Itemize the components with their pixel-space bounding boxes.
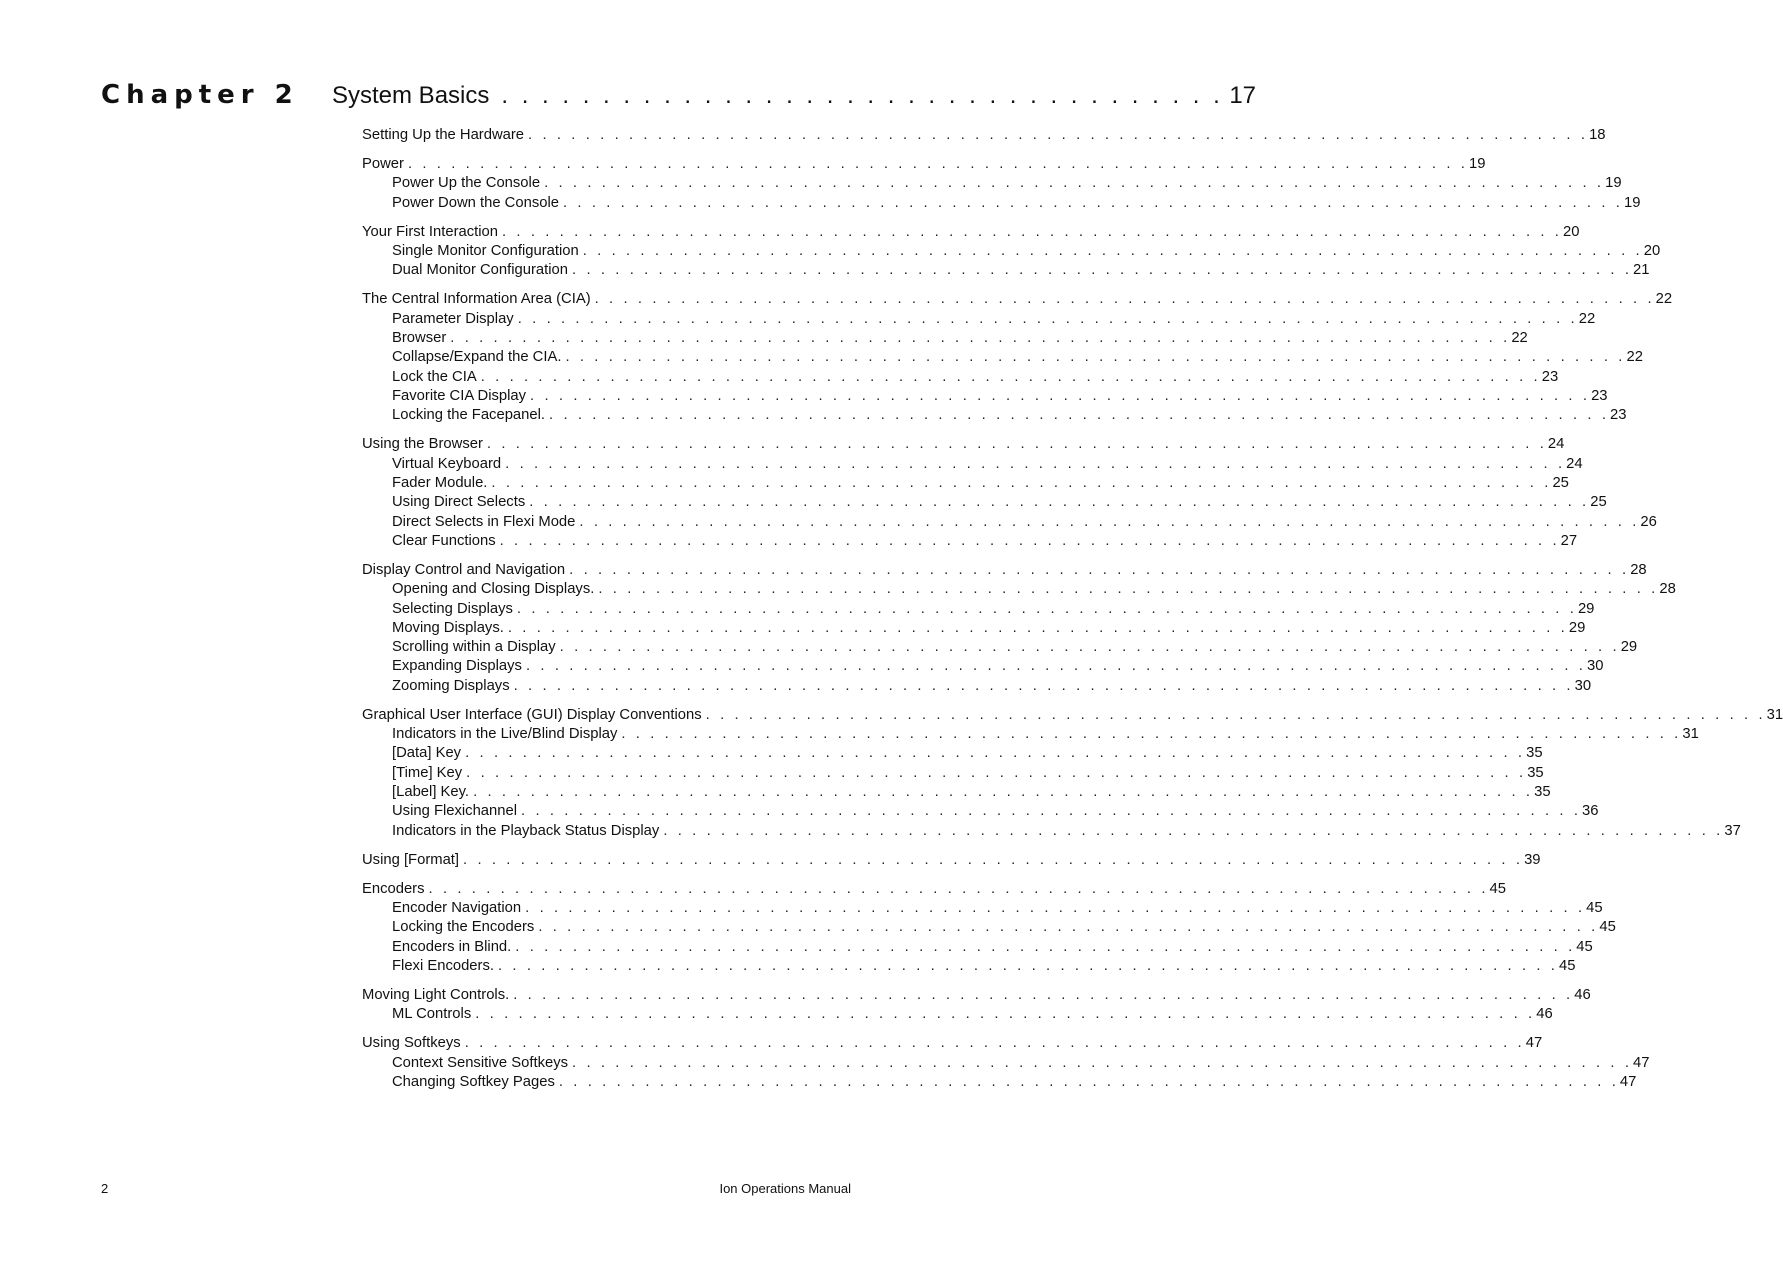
toc-entry-page: 22 [1626, 349, 1643, 366]
toc-section-entry[interactable] [362, 851, 1541, 870]
toc-section-group [362, 880, 1616, 976]
toc-subsection-entry[interactable] [362, 493, 1607, 512]
toc-entry-page: 46 [1536, 1006, 1553, 1023]
dot-leader: . . . . . . . . . . . . . . . . . . . . . . . . . . . . . . . . . . . . . . . . . . . . . . . . . . . . . . . . . . . . . . . . . . . . . . . . . . [530, 387, 1591, 404]
toc-entry-title: Your First Interaction [362, 223, 498, 240]
toc-entry-page: 22 [1578, 310, 1596, 327]
toc-entry-title: Display Control and Navigation [362, 561, 566, 578]
toc-entry-title: Moving Light Controls. [362, 987, 510, 1004]
toc-entry-page: 35 [1526, 745, 1543, 762]
toc-entry-title: Using Flexichannel [392, 803, 518, 820]
toc-subsection-entry[interactable] [362, 513, 1657, 532]
toc-entry-title: Scrolling within a Display [392, 639, 556, 656]
toc-section-entry[interactable] [362, 561, 1647, 580]
toc-entry-page: 28 [1659, 581, 1676, 598]
toc-entry-page: 28 [1630, 561, 1647, 578]
toc-subsection-entry[interactable] [362, 918, 1616, 937]
toc-entry-page: 23 [1591, 387, 1608, 404]
toc-subsection-entry[interactable] [362, 194, 1641, 213]
toc-subsection-entry[interactable] [362, 474, 1569, 493]
toc-subsection-entry[interactable] [362, 261, 1650, 280]
toc-entry-page: 21 [1633, 262, 1650, 279]
dot-leader: . . . . . . . . . . . . . . . . . . . . . . . . . . . . . . . . . . . . . . . . . . . . . . . . . . . . . . . . . . . . . . . . . . . . . . . . . . [525, 658, 1586, 675]
toc-entry-page: 19 [1624, 194, 1641, 211]
toc-subsection-entry[interactable] [362, 899, 1603, 918]
toc-subsection-entry[interactable] [362, 938, 1593, 957]
dot-leader: . . . . . . . . . . . . . . . . . . . . . . . . . . . . . . . . . . . . . . . . . . . . . . . . . . . . . . . . . . . . . . . . . . . . . . . . . . [464, 1035, 1525, 1052]
toc-section-entry[interactable] [362, 706, 1783, 725]
toc-entry-page: 45 [1599, 919, 1616, 936]
section-list [332, 126, 1783, 1092]
toc-entry-page: 37 [1724, 822, 1741, 839]
toc-entry-page: 35 [1534, 783, 1551, 800]
toc-section-group [362, 1034, 1650, 1092]
toc-entry-page: 22 [1511, 330, 1528, 347]
toc-section-group [362, 706, 1783, 841]
toc-subsection-entry[interactable] [362, 455, 1583, 474]
toc-entry-title: Power [362, 156, 404, 173]
toc-subsection-entry[interactable] [362, 387, 1608, 406]
toc-subsection-entry[interactable] [362, 174, 1622, 193]
toc-subsection-entry[interactable] [362, 1073, 1637, 1092]
toc-entry-title: Changing Softkey Pages [392, 1074, 555, 1091]
dot-leader: . . . . . . . . . . . . . . . . . . . . . . . . . . . . . . . . . . . . . . . . . . . . . . . . . . . . . . . . . . . . . . . . . . . . . . . . . . [516, 600, 1577, 617]
toc-entry-title: Parameter Display [392, 310, 514, 327]
dot-leader: . . . . . . . . . . . . . . . . . . . . . . . . . . . . . . . . . . . . . . . . . . . . . . . . . . . . . . . . . . . . . . . . . . . . . . . . . . [517, 310, 1578, 327]
dot-leader: . . . . . . . . . . . . . . . . . . . . . . . . . . . . . . . . . . . . . . . . . . . . . . . . . . . . . . . . . . . . . . . . . . . . . . . . . . [507, 619, 1568, 636]
table-of-contents [332, 82, 1783, 1102]
toc-entry-title: Moving Displays. [392, 619, 504, 636]
dot-leader: . . . . . . . . . . . . . . . . . . . . . . . . . . . . . . . . . . . . . . . . . . . . . . . . . . . . . . . . . . . . . . . . . . . . . . . . . . [463, 851, 1524, 868]
dot-leader: . . . . . . . . . . . . . . . . . . . . . . . . . . . . . . . . . . . . . . . . . . . . . . . . . . . . . . . . . . . . . . . . . . . . . . . . . . [473, 783, 1534, 800]
toc-entry-page: 47 [1633, 1054, 1650, 1071]
dot-leader: . . . . . . . . . . . . . . . . . . . . . . . . . . . . . . . . . . . . . . . . . . . . . . . . . . . . . . . . . . . . . . . . . . . . . . . . . . [572, 262, 1633, 279]
dot-leader: . . . . . . . . . . . . . . . . . . . . . . . . . . . . . . . . . . . . . . . . . . . . . . . . . . . . . . . . . . . . . . . . . . . . . . . . . . [559, 639, 1620, 656]
toc-entry-page: 31 [1766, 706, 1783, 723]
toc-section-group [362, 290, 1673, 425]
toc-subsection-entry[interactable] [362, 638, 1638, 657]
toc-entry-page: 29 [1620, 639, 1638, 656]
chapter-title-row[interactable] [332, 82, 1257, 116]
toc-entry-title: Graphical User Interface (GUI) Display Conventions [362, 706, 702, 723]
toc-entry-page: 20 [1563, 223, 1580, 240]
dot-leader: . . . . . . . . . . . . . . . . . . . . . . . . . . . . . . . . . . . . . . . . . . . . . . . . . . . . . . . . . . . . . . . . . . . . . . . . . . [705, 706, 1766, 723]
toc-subsection-entry[interactable] [362, 744, 1543, 763]
dot-leader: . . . . . . . . . . . . . . . . . . . . . . . . . . . . . . . . . . . . . . . . . . . . . . . . . . . . . . . . . . . . . . . . . . . . . . . . . . [572, 1054, 1633, 1071]
toc-entry-title: Indicators in the Playback Status Display [392, 822, 660, 839]
dot-leader: . . . . . . . . . . . . . . . . . . . . . . . . . . . . . . . . . . . . . . . . . . . . . . . . . . . . . . . . . . . . . . . . . . . . . . . . . . [428, 880, 1489, 897]
toc-entry-title: [Time] Key [392, 764, 463, 781]
toc-entry-title: Context Sensitive Softkeys [392, 1054, 569, 1071]
dot-leader: . . . . . . . . . . . . . . . . . . . . . . . . . . . . . . . . . . . . . . . . . . . . . . . . . . . . . . . . . . . . . . . . . . . . . . . . . . [529, 494, 1590, 511]
toc-entry-title: Favorite CIA Display [392, 387, 527, 404]
toc-section-group [362, 155, 1641, 213]
dot-leader: . . . . . . . . . . . . . . . . . . . . . . . . . . . . . . . . . . . . [501, 82, 1224, 109]
toc-section-group [362, 223, 1661, 281]
dot-leader: . . . . . . . . . . . . . . . . . . . . . . . . . . . . . . . . . . . . . . . . . . . . . . . . . . . . . . . . . . . . . . . . . . . . . . . . . . [513, 987, 1574, 1004]
toc-entry-title: Using Direct Selects [392, 494, 526, 511]
toc-subsection-entry[interactable] [362, 657, 1604, 676]
toc-entry-title: Indicators in the Live/Blind Display [392, 726, 618, 743]
toc-entry-page: 30 [1574, 677, 1592, 694]
toc-subsection-entry[interactable] [362, 725, 1699, 744]
toc-subsection-entry[interactable] [362, 677, 1592, 696]
dot-leader: . . . . . . . . . . . . . . . . . . . . . . . . . . . . . . . . . . . . . . . . . . . . . . . . . . . . . . . . . . . . . . . . . . . . . . . . . . [515, 938, 1576, 955]
dot-leader: . . . . . . . . . . . . . . . . . . . . . . . . . . . . . . . . . . . . . . . . . . . . . . . . . . . . . . . . . . . . . . . . . . . . . . . . . . [598, 581, 1659, 598]
toc-entry-title: ML Controls [392, 1006, 472, 1023]
dot-leader: . . . . . . . . . . . . . . . . . . . . . . . . . . . . . . . . . . . . . . . . . . . . . . . . . . . . . . . . . . . . . . . . . . . . . . . . . . [480, 368, 1541, 385]
toc-entry-page: 45 [1489, 880, 1507, 897]
toc-entry-page: 27 [1560, 532, 1578, 549]
toc-subsection-entry[interactable] [362, 348, 1643, 367]
dot-leader: . . . . . . . . . . . . . . . . . . . . . . . . . . . . . . . . . . . . . . . . . . . . . . . . . . . . . . . . . . . . . . . . . . . . . . . . . . [475, 1006, 1536, 1023]
toc-section-entry[interactable] [362, 986, 1591, 1005]
dot-leader: . . . . . . . . . . . . . . . . . . . . . . . . . . . . . . . . . . . . . . . . . . . . . . . . . . . . . . . . . . . . . . . . . . . . . . . . . . [579, 513, 1640, 530]
toc-entry-page: 39 [1524, 851, 1541, 868]
toc-entry-page: 24 [1547, 436, 1565, 453]
toc-entry-title: [Data] Key [392, 745, 462, 762]
toc-entry-page: 25 [1552, 474, 1569, 491]
toc-entry-title: [Label] Key. [392, 783, 470, 800]
toc-entry-title: Locking the Encoders [392, 919, 535, 936]
toc-subsection-entry[interactable] [362, 822, 1741, 841]
dot-leader: . . . . . . . . . . . . . . . . . . . . . . . . . . . . . . . . . . . . . . . . . . . . . . . . . . . . . . . . . . . . . . . . . . . . . . . . . . [521, 803, 1582, 820]
toc-entry-title: Zooming Displays [392, 677, 510, 694]
dot-leader: . . . . . . . . . . . . . . . . . . . . . . . . . . . . . . . . . . . . . . . . . . . . . . . . . . . . . . . . . . . . . . . . . . . . . . . . . . [565, 349, 1626, 366]
toc-section-group [362, 561, 1676, 696]
toc-subsection-entry[interactable] [362, 600, 1595, 619]
toc-entry-title: Power Up the Console [392, 175, 541, 192]
toc-subsection-entry[interactable] [362, 802, 1599, 821]
toc-entry-page: 45 [1586, 900, 1603, 917]
dot-leader: . . . . . . . . . . . . . . . . . . . . . . . . . . . . . . . . . . . . . . . . . . . . . . . . . . . . . . . . . . . . . . . . . . . . . . . . . . [491, 474, 1552, 491]
toc-entry-title: Using the Browser [362, 436, 483, 453]
toc-entry-title: Encoder Navigation [392, 900, 522, 917]
toc-entry-page: 25 [1590, 494, 1607, 511]
dot-leader: . . . . . . . . . . . . . . . . . . . . . . . . . . . . . . . . . . . . . . . . . . . . . . . . . . . . . . . . . . . . . . . . . . . . . . . . . . [407, 156, 1468, 173]
toc-subsection-entry[interactable] [362, 783, 1551, 802]
dot-leader: . . . . . . . . . . . . . . . . . . . . . . . . . . . . . . . . . . . . . . . . . . . . . . . . . . . . . . . . . . . . . . . . . . . . . . . . . . [525, 900, 1586, 917]
toc-entry-page: 26 [1640, 513, 1657, 530]
toc-entry-page: 18 [1589, 127, 1606, 143]
dot-leader: . . . . . . . . . . . . . . . . . . . . . . . . . . . . . . . . . . . . . . . . . . . . . . . . . . . . . . . . . . . . . . . . . . . . . . . . . . [538, 919, 1599, 936]
toc-entry-page: 23 [1541, 368, 1559, 385]
dot-leader: . . . . . . . . . . . . . . . . . . . . . . . . . . . . . . . . . . . . . . . . . . . . . . . . . . . . . . . . . . . . . . . . . . . . . . . . . . [465, 745, 1526, 762]
dot-leader: . . . . . . . . . . . . . . . . . . . . . . . . . . . . . . . . . . . . . . . . . . . . . . . . . . . . . . . . . . . . . . . . . . . . . . . . . . [558, 1074, 1619, 1091]
toc-entry-page: 22 [1655, 291, 1673, 308]
toc-section-group [362, 986, 1591, 1025]
toc-entry-title: Direct Selects in Flexi Mode [392, 513, 576, 530]
toc-section-entry[interactable] [362, 1034, 1543, 1053]
dot-leader: . . . . . . . . . . . . . . . . . . . . . . . . . . . . . . . . . . . . . . . . . . . . . . . . . . . . . . . . . . . . . . . . . . . . . . . . . . [562, 194, 1623, 211]
toc-entry-title: Locking the Facepanel. [392, 407, 546, 424]
toc-entry-page: 45 [1576, 938, 1593, 955]
toc-entry-page: 47 [1525, 1035, 1543, 1052]
toc-entry-title: Virtual Keyboard [392, 455, 502, 472]
toc-entry-page: 30 [1587, 658, 1604, 675]
dot-leader: . . . . . . . . . . . . . . . . . . . . . . . . . . . . . . . . . . . . . . . . . . . . . . . . . . . . . . . . . . . . . . . . . . . . . . . . . . [569, 561, 1630, 578]
toc-subsection-entry[interactable] [362, 329, 1528, 348]
dot-leader: . . . . . . . . . . . . . . . . . . . . . . . . . . . . . . . . . . . . . . . . . . . . . . . . . . . . . . . . . . . . . . . . . . . . . . . . . . [501, 223, 1563, 240]
dot-leader: . . . . . . . . . . . . . . . . . . . . . . . . . . . . . . . . . . . . . . . . . . . . . . . . . . . . . . . . . . . . . . . . . . . . . . . . . . [486, 436, 1547, 453]
toc-entry-title: Using [Format] [362, 851, 460, 868]
toc-entry-title: Browser [392, 330, 447, 347]
toc-section-group [362, 435, 1657, 551]
toc-subsection-entry[interactable] [362, 619, 1586, 638]
toc-subsection-entry[interactable] [362, 1005, 1553, 1024]
toc-entry-title: Lock the CIA [392, 368, 477, 385]
toc-entry-title: Setting Up the Hardware [362, 127, 525, 143]
toc-entry-title: Encoders [362, 880, 425, 897]
chapter-label: Chapter 2 [101, 80, 299, 110]
toc-entry-page: 24 [1566, 455, 1583, 472]
toc-subsection-entry[interactable] [362, 242, 1661, 261]
toc-subsection-entry[interactable] [362, 532, 1578, 551]
chapter-page-number: 17 [1229, 82, 1257, 109]
toc-entry-title: The Central Information Area (CIA) [362, 291, 591, 308]
toc-entry-title: Fader Module. [392, 474, 488, 491]
toc-section-entry[interactable] [362, 126, 1606, 145]
toc-entry-page: 19 [1605, 175, 1622, 192]
toc-entry-page: 36 [1582, 803, 1599, 820]
toc-section-entry[interactable] [362, 155, 1486, 174]
toc-section-entry[interactable] [362, 435, 1565, 454]
toc-entry-page: 45 [1559, 957, 1576, 974]
dot-leader: . . . . . . . . . . . . . . . . . . . . . . . . . . . . . . . . . . . . . . . . . . . . . . . . . . . . . . . . . . . . . . . . . . . . . . . . . . [466, 764, 1527, 781]
toc-entry-title: Using Softkeys [362, 1035, 461, 1052]
toc-entry-title: Expanding Displays [392, 658, 522, 675]
dot-leader: . . . . . . . . . . . . . . . . . . . . . . . . . . . . . . . . . . . . . . . . . . . . . . . . . . . . . . . . . . . . . . . . . . . . . . . . . . [513, 677, 1574, 694]
toc-entry-title: Opening and Closing Displays. [392, 581, 595, 598]
toc-entry-title: Encoders in Blind. [392, 938, 512, 955]
toc-entry-title: Clear Functions [392, 532, 496, 549]
toc-entry-page: 29 [1577, 600, 1595, 617]
toc-entry-page: 35 [1527, 764, 1544, 781]
toc-section-group [362, 851, 1541, 870]
toc-subsection-entry[interactable] [362, 1054, 1650, 1073]
toc-section-entry[interactable] [362, 223, 1580, 242]
toc-section-entry[interactable] [362, 290, 1673, 309]
dot-leader: . . . . . . . . . . . . . . . . . . . . . . . . . . . . . . . . . . . . . . . . . . . . . . . . . . . . . . . . . . . . . . . . . . . . . . . . . . [621, 726, 1682, 743]
toc-entry-title: Selecting Displays [392, 600, 513, 617]
toc-entry-page: 29 [1568, 619, 1586, 636]
toc-section-group [362, 126, 1606, 145]
toc-entry-title: Dual Monitor Configuration [392, 262, 569, 279]
dot-leader: . . . . . . . . . . . . . . . . . . . . . . . . . . . . . . . . . . . . . . . . . . . . . . . . . . . . . . . . . . . . . . . . . . . . . . . . . . [594, 291, 1655, 308]
toc-entry-title: Power Down the Console [392, 194, 559, 211]
toc-entry-page: 20 [1643, 243, 1661, 260]
dot-leader: . . . . . . . . . . . . . . . . . . . . . . . . . . . . . . . . . . . . . . . . . . . . . . . . . . . . . . . . . . . . . . . . . . . . . . . . . . [450, 330, 1511, 347]
dot-leader: . . . . . . . . . . . . . . . . . . . . . . . . . . . . . . . . . . . . . . . . . . . . . . . . . . . . . . . . . . . . . . . . . . . . . . . . . . [549, 407, 1610, 424]
dot-leader: . . . . . . . . . . . . . . . . . . . . . . . . . . . . . . . . . . . . . . . . . . . . . . . . . . . . . . . . . . . . . . . . . . . . . . . . . . [544, 175, 1605, 192]
dot-leader: . . . . . . . . . . . . . . . . . . . . . . . . . . . . . . . . . . . . . . . . . . . . . . . . . . . . . . . . . . . . . . . . . . . . . . . . . . [663, 822, 1724, 839]
toc-subsection-entry[interactable] [362, 957, 1576, 976]
toc-entry-title: Single Monitor Configuration [392, 243, 579, 260]
chapter-title: System Basics [332, 82, 490, 109]
dot-leader: . . . . . . . . . . . . . . . . . . . . . . . . . . . . . . . . . . . . . . . . . . . . . . . . . . . . . . . . . . . . . . . . . . . . . . . . . . [497, 957, 1559, 974]
toc-entry-page: 46 [1574, 987, 1591, 1004]
toc-subsection-entry[interactable] [362, 764, 1544, 783]
toc-subsection-entry[interactable] [362, 368, 1559, 387]
footer-page-number: 2 [101, 1181, 109, 1196]
toc-entry-page: 31 [1682, 726, 1699, 743]
toc-entry-page: 23 [1610, 407, 1627, 424]
toc-section-entry[interactable] [362, 880, 1507, 899]
toc-subsection-entry[interactable] [362, 580, 1676, 599]
toc-entry-title: Collapse/Expand the CIA. [392, 349, 562, 366]
toc-entry-page: 47 [1619, 1074, 1637, 1091]
dot-leader: . . . . . . . . . . . . . . . . . . . . . . . . . . . . . . . . . . . . . . . . . . . . . . . . . . . . . . . . . . . . . . . . . . . . . . . . . . [505, 455, 1566, 472]
toc-subsection-entry[interactable] [362, 310, 1596, 329]
dot-leader: . . . . . . . . . . . . . . . . . . . . . . . . . . . . . . . . . . . . . . . . . . . . . . . . . . . . . . . . . . . . . . . . . . . . . . . . . . [499, 532, 1560, 549]
toc-subsection-entry[interactable] [362, 406, 1627, 425]
toc-entry-title: Flexi Encoders. [392, 957, 494, 974]
toc-entry-page: 19 [1468, 156, 1486, 173]
dot-leader: . . . . . . . . . . . . . . . . . . . . . . . . . . . . . . . . . . . . . . . . . . . . . . . . . . . . . . . . . . . . . . . . . . . . . . . . . . [528, 127, 1589, 143]
dot-leader: . . . . . . . . . . . . . . . . . . . . . . . . . . . . . . . . . . . . . . . . . . . . . . . . . . . . . . . . . . . . . . . . . . . . . . . . . . [582, 243, 1643, 260]
footer-manual-title: Ion Operations Manual [719, 1181, 851, 1196]
